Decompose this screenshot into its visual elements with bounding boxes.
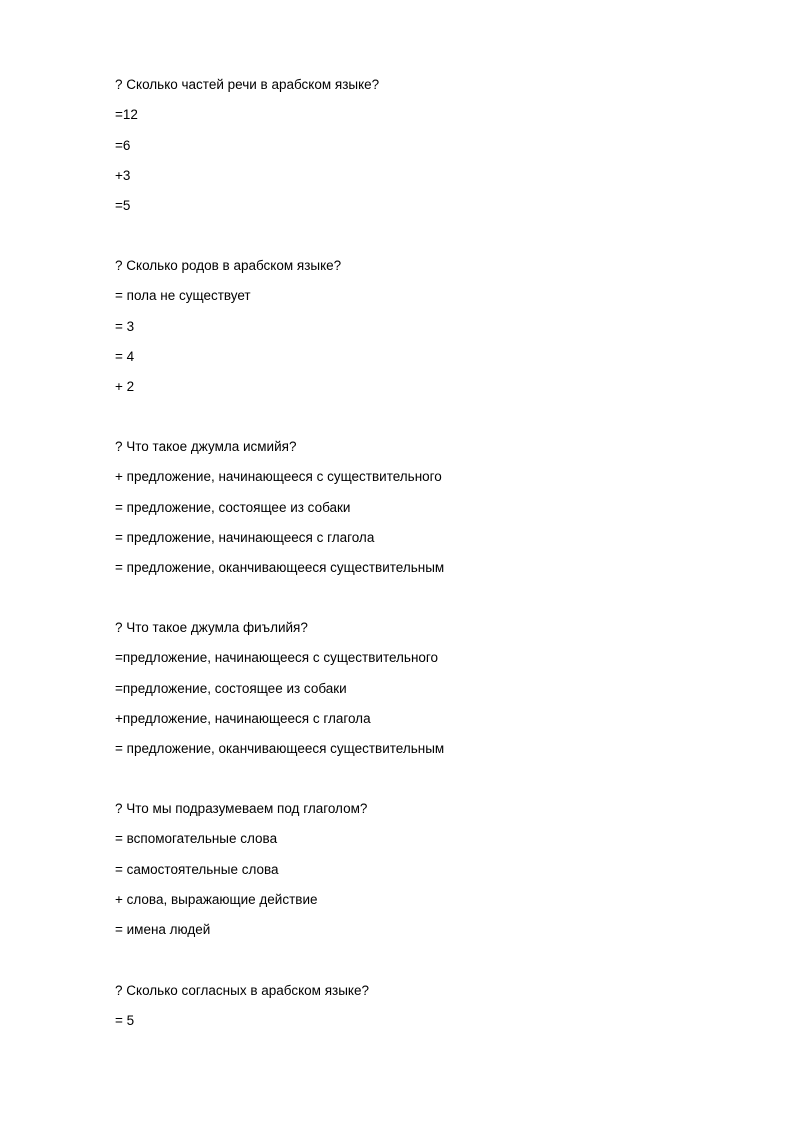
answer-option: + предложение, начинающееся с существительного — [115, 469, 442, 485]
answer-option: + слова, выражающие действие — [115, 891, 318, 907]
answer-option: = вспомогательные слова — [115, 831, 278, 847]
question-block-1 — [115, 77, 715, 214]
answer-option: =предложение, начинающееся с существительного — [115, 650, 439, 666]
question-block-2 — [115, 258, 715, 395]
answer-option: =предложение, состоящее из собаки — [115, 680, 347, 696]
answer-option: = имена людей — [115, 922, 211, 937]
answer-option: = 4 — [115, 348, 135, 364]
answer-option: = предложение, начинающееся с глагола — [115, 529, 375, 545]
question-text: ? Что такое джумла фиълийя? — [115, 620, 308, 635]
answer-option: =12 — [115, 107, 138, 123]
question-block-4 — [115, 620, 715, 757]
answer-option: = 5 — [115, 1013, 135, 1029]
question-text: ? Сколько согласных в арабском языке? — [115, 983, 369, 998]
answer-option: =5 — [115, 198, 131, 213]
question-block-6 — [115, 983, 715, 1029]
question-text: ? Сколько частей речи в арабском языке? — [115, 77, 380, 92]
answer-option: = предложение, состоящее из собаки — [115, 499, 351, 515]
question-block-5 — [115, 801, 715, 938]
answer-option: +предложение, начинающееся с глагола — [115, 710, 371, 726]
question-text: ? Что такое джумла исмийя? — [115, 439, 297, 454]
answer-option: + 2 — [115, 379, 135, 394]
answer-option: = 3 — [115, 318, 135, 334]
answer-option: =6 — [115, 137, 131, 153]
question-block-3 — [115, 439, 715, 576]
question-text: ? Сколько родов в арабском языке? — [115, 258, 342, 273]
answer-option: = предложение, оканчивающееся существительным — [115, 741, 445, 756]
answer-option: +3 — [115, 167, 131, 183]
answer-option: = предложение, оканчивающееся существительным — [115, 560, 445, 575]
answer-option: = самостоятельные слова — [115, 861, 279, 877]
question-text: ? Что мы подразумеваем под глаголом? — [115, 801, 368, 816]
answer-option: = пола не существует — [115, 288, 251, 304]
